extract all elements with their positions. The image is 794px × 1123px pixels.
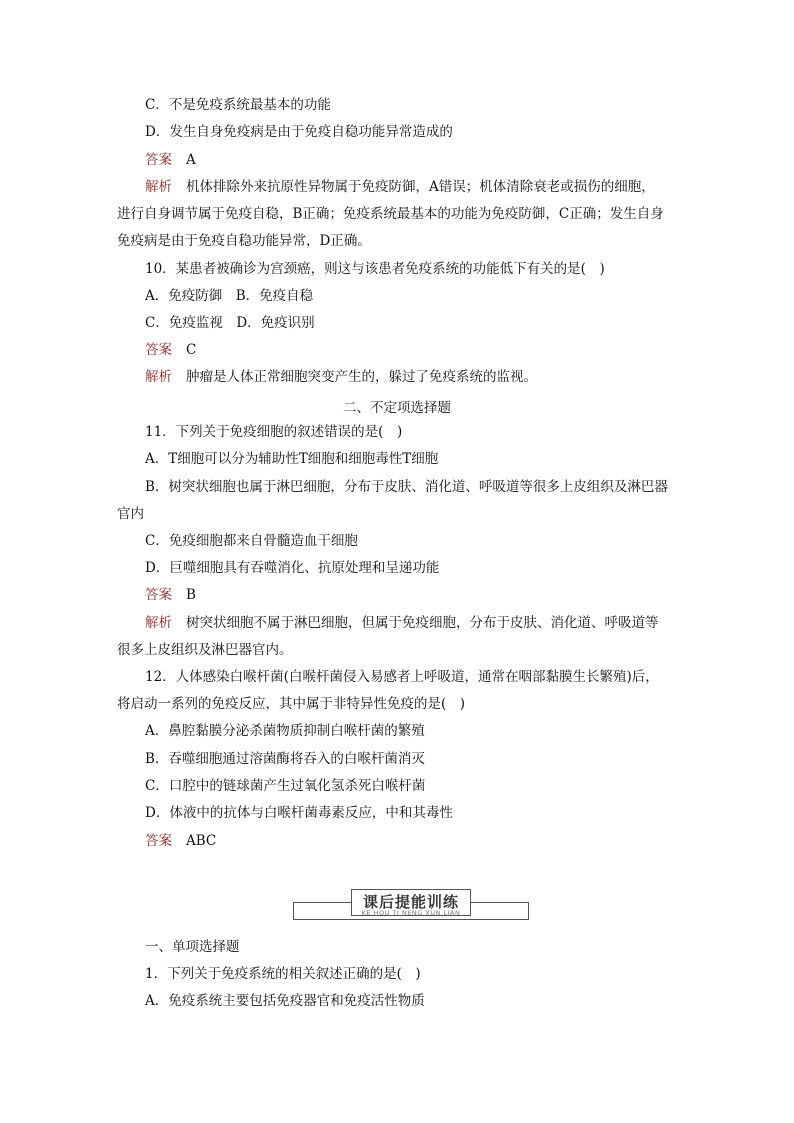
analysis-label: 解析 — [145, 179, 172, 195]
analysis-label: 解析 — [145, 369, 172, 385]
banner-title: 课后提能训练 — [362, 893, 459, 911]
q12-stem-cont: 将启动一系列的免疫反应，其中属于非特异性免疫的是( ) — [117, 696, 466, 712]
answer-value: C — [186, 342, 197, 358]
analysis-label: 解析 — [145, 615, 172, 631]
q9-answer — [145, 151, 196, 169]
section-heading: 二、不定项选择题 — [343, 400, 451, 416]
banner-endcap — [528, 902, 529, 919]
q9-analysis — [145, 178, 655, 196]
q11-option-d: D．巨噬细胞具有吞噬消化、抗原处理和呈递功能 — [145, 560, 440, 576]
q11-option-c: C．免疫细胞都来自骨髓造血干细胞 — [145, 533, 358, 549]
answer-label: 答案 — [145, 587, 172, 603]
q9-option-c: C．不是免疫系统最基本的功能 — [145, 97, 331, 113]
q12-answer — [145, 832, 216, 850]
answer-value: ABC — [186, 833, 217, 849]
banner-subtitle: KE HOU TI NENG XUN LIAN — [361, 909, 461, 917]
q12-option-a: A．鼻腔黏膜分泌杀菌物质抑制白喉杆菌的繁殖 — [145, 723, 425, 739]
banner-endcap — [293, 902, 294, 919]
q9-analysis-cont: 免疫病是由于免疫自稳功能异常，D正确。 — [117, 233, 371, 249]
section-banner — [293, 889, 529, 923]
q10-stem: 10．某患者被确诊为宫颈癌，则这与该患者免疫系统的功能低下有关的是( ) — [145, 261, 605, 277]
q10-options-cd: C．免疫监视 D．免疫识别 — [145, 315, 315, 331]
q12-option-b: B．吞噬细胞通过溶菌酶将吞入的白喉杆菌消灭 — [145, 751, 425, 767]
analysis-text: 机体排除外来抗原性异物属于免疫防御，A错误；机体清除衰老或损伤的细胞， — [186, 179, 655, 195]
q10-options-ab: A．免疫防御 B．免疫自稳 — [145, 288, 314, 304]
section-heading: 一、单项选择题 — [145, 939, 240, 955]
next-q1-stem: 1．下列关于免疫系统的相关叙述正确的是( ) — [145, 966, 421, 982]
q11-answer — [145, 586, 196, 604]
answer-label: 答案 — [145, 152, 172, 168]
answer-value: B — [186, 587, 196, 603]
q12-stem: 12．人体感染白喉杆菌(白喉杆菌侵入易感者上呼吸道，通常在咽部黏膜生长繁殖)后， — [145, 669, 659, 685]
answer-value: A — [186, 152, 196, 168]
q11-stem: 11．下列关于免疫细胞的叙述错误的是( ) — [145, 424, 403, 440]
answer-label: 答案 — [145, 342, 172, 358]
analysis-text: 树突状细胞不属于淋巴细胞，但属于免疫细胞，分布于皮肤、消化道、呼吸道等 — [186, 615, 659, 631]
analysis-text: 肿瘤是人体正常细胞突变产生的，躲过了免疫系统的监视。 — [186, 369, 537, 385]
next-q1-option-a: A．免疫系统主要包括免疫器官和免疫活性物质 — [145, 993, 425, 1009]
q12-option-d: D．体液中的抗体与白喉杆菌毒素反应，中和其毒性 — [145, 805, 453, 821]
q11-analysis-cont: 很多上皮组织及淋巴器官内。 — [117, 642, 293, 658]
banner-rule — [293, 919, 529, 920]
answer-label: 答案 — [145, 833, 172, 849]
q9-analysis-cont: 进行自身调节属于免疫自稳，B正确；免疫系统最基本的功能为免疫防御，C正确；发生自身 — [117, 206, 664, 222]
q11-option-b: B．树突状细胞也属于淋巴细胞，分布于皮肤、消化道、呼吸道等很多上皮组织及淋巴器 — [145, 479, 668, 495]
q9-option-d: D．发生自身免疫病是由于免疫自稳功能异常造成的 — [145, 124, 453, 140]
q11-analysis — [145, 614, 659, 632]
q12-option-c: C．口腔中的链球菌产生过氧化氢杀死白喉杆菌 — [145, 778, 426, 794]
q11-option-a: A．T细胞可以分为辅助性T细胞和细胞毒性T细胞 — [145, 451, 439, 467]
q11-option-b-cont: 官内 — [117, 506, 144, 522]
q10-analysis — [145, 368, 537, 386]
q10-answer — [145, 341, 196, 359]
